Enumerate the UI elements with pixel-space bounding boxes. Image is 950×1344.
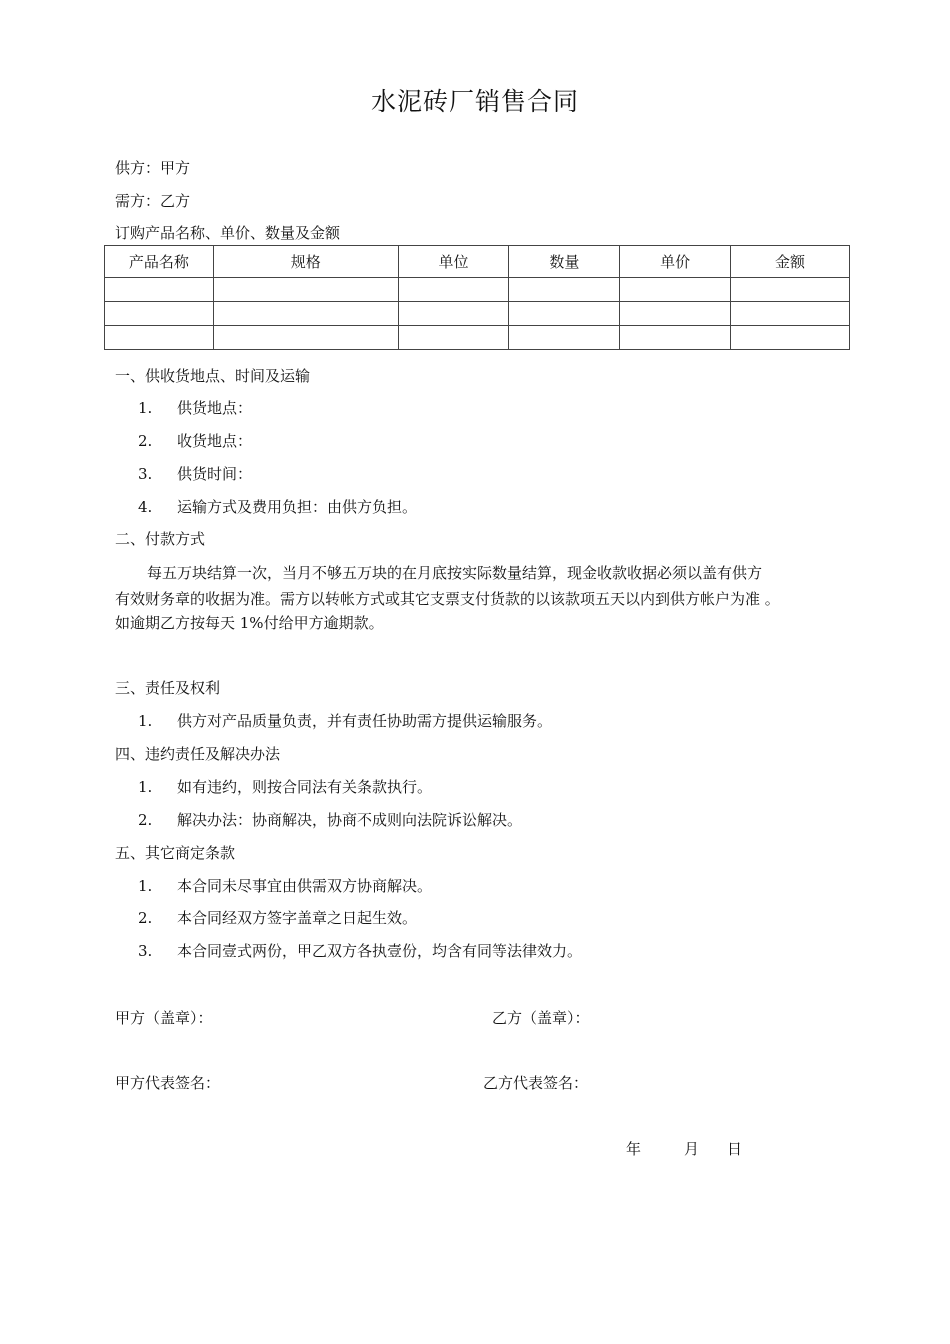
section1-item-3: 供货时间： [177, 465, 253, 483]
table-cell [213, 326, 398, 350]
section3-item-1: 供方对产品质量负责，并有责任协助需方提供运输服务。 [177, 712, 553, 730]
item-number: 4. [138, 498, 153, 516]
date-month-label: 月 [684, 1140, 700, 1158]
col-header-spec: 规格 [213, 246, 398, 278]
table-cell [731, 302, 850, 326]
table-cell [105, 302, 214, 326]
payment-paragraph-line-3: 如逾期乙方按每天 1%付给甲方逾期款。 [115, 614, 384, 632]
table-cell [398, 302, 509, 326]
col-header-unit: 单位 [398, 246, 509, 278]
item-number: 2. [138, 811, 153, 829]
section1-heading: 一、供收货地点、时间及运输 [115, 367, 311, 385]
section1-item-2: 收货地点： [177, 432, 253, 450]
section5-item-3: 本合同壹式两份，甲乙双方各执壹份，均含有同等法律效力。 [177, 942, 583, 960]
item-number: 3. [138, 942, 153, 960]
party-b-rep-label: 乙方代表签名： [483, 1074, 589, 1092]
party-a-rep-label: 甲方代表签名： [115, 1074, 221, 1092]
col-header-product: 产品名称 [105, 246, 214, 278]
table-cell [620, 278, 731, 302]
date-year-label: 年 [626, 1140, 642, 1158]
table-cell [105, 326, 214, 350]
buyer-line: 需方：乙方 [115, 192, 191, 210]
table-cell [398, 278, 509, 302]
item-number: 1. [138, 778, 153, 796]
section5-item-2: 本合同经双方签字盖章之日起生效。 [177, 909, 418, 927]
item-number: 2. [138, 909, 153, 927]
item-number: 2. [138, 432, 153, 450]
payment-paragraph-line-1: 每五万块结算一次，当月不够五万块的在月底按实际数量结算，现金收款收据必须以盖有供方 [147, 564, 763, 582]
table-row [105, 278, 850, 302]
section5-heading: 五、其它商定条款 [115, 844, 236, 862]
supplier-line: 供方：甲方 [115, 159, 191, 177]
table-cell [509, 302, 620, 326]
party-b-seal-label: 乙方（盖章）： [492, 1009, 590, 1027]
table-cell [509, 278, 620, 302]
table-row [105, 302, 850, 326]
col-header-quantity: 数量 [509, 246, 620, 278]
table-cell [620, 302, 731, 326]
section1-item-4: 运输方式及费用负担：由供方负担。 [177, 498, 418, 516]
section3-heading: 三、责任及权利 [115, 679, 221, 697]
section4-item-2: 解决办法：协商解决，协商不成则向法院诉讼解决。 [177, 811, 523, 829]
section5-item-1: 本合同未尽事宜由供需双方协商解决。 [177, 877, 433, 895]
item-number: 1. [138, 399, 153, 417]
order-heading: 订购产品名称、单价、数量及金额 [115, 224, 341, 242]
table-cell [398, 326, 509, 350]
table-cell [731, 326, 850, 350]
document-title: 水泥砖厂销售合同 [370, 87, 579, 116]
table-cell [509, 326, 620, 350]
party-a-seal-label: 甲方（盖章）： [115, 1009, 213, 1027]
table-header-row [105, 246, 850, 278]
table-cell [213, 278, 398, 302]
section4-item-1: 如有违约，则按合同法有关条款执行。 [177, 778, 433, 796]
col-header-unit-price: 单价 [620, 246, 731, 278]
table-row [105, 326, 850, 350]
item-number: 3. [138, 465, 153, 483]
col-header-amount: 金额 [731, 246, 850, 278]
table-cell [105, 278, 214, 302]
table-cell [731, 278, 850, 302]
section4-heading: 四、违约责任及解决办法 [115, 745, 281, 763]
order-table [104, 245, 850, 350]
item-number: 1. [138, 712, 153, 730]
section2-heading: 二、付款方式 [115, 530, 206, 548]
section1-item-1: 供货地点： [177, 399, 253, 417]
date-day-label: 日 [727, 1140, 743, 1158]
table-cell [620, 326, 731, 350]
table-cell [213, 302, 398, 326]
payment-paragraph-line-2: 有效财务章的收据为准。需方以转帐方式或其它支票支付货款的以该款项五天以内到供方帐户为准 。 [115, 590, 780, 608]
item-number: 1. [138, 877, 153, 895]
